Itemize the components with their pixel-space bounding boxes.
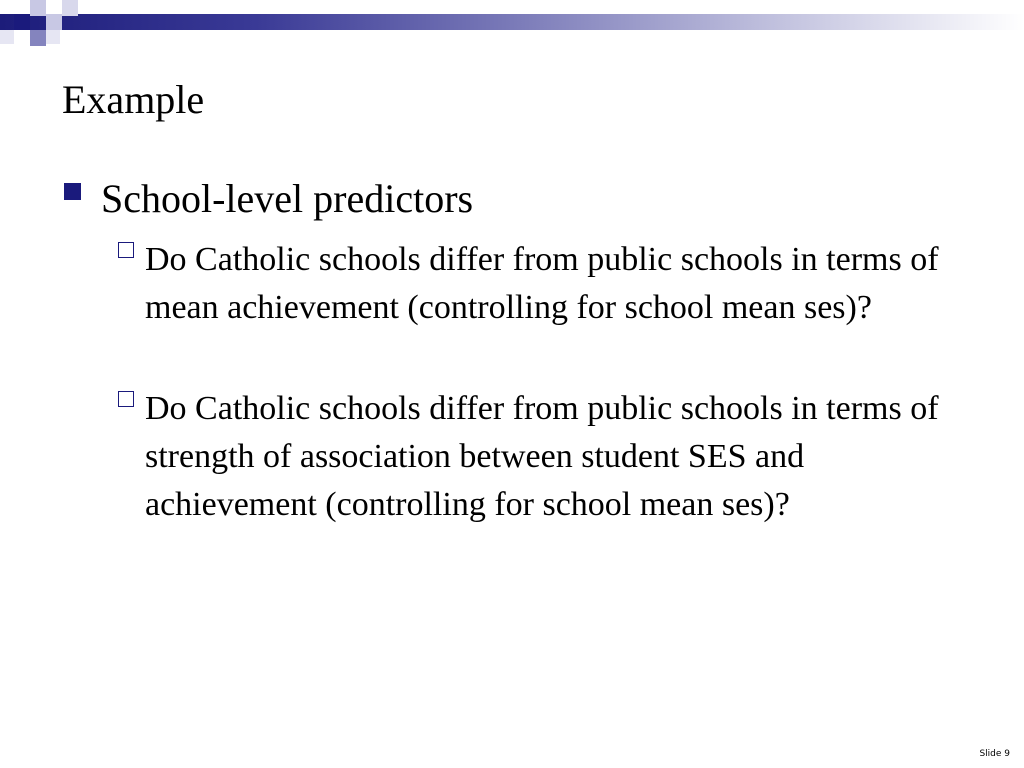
decor-square: [46, 30, 60, 44]
hollow-square-bullet-icon: [118, 242, 134, 258]
filled-square-bullet-icon: [64, 183, 81, 200]
hollow-square-bullet-icon: [118, 391, 134, 407]
gradient-band: [0, 14, 1024, 30]
slide-title: Example: [62, 77, 205, 122]
decor-square: [0, 30, 14, 44]
decor-square: [30, 30, 46, 46]
level1-bullet-text: School-level predictors: [101, 176, 474, 221]
decor-square: [30, 0, 46, 16]
decor-square: [46, 14, 62, 30]
slide-number: Slide 9: [979, 749, 1010, 759]
decor-square: [14, 14, 30, 30]
level2-bullet-text: Do Catholic schools differ from public schools in terms of strength of association between student SES and achievement (controlling for school mean ses)?: [145, 390, 939, 523]
decor-square: [62, 0, 78, 16]
level2-bullet-text: Do Catholic schools differ from public schools in terms of mean achievement (controlling for school mean ses)?: [145, 241, 939, 326]
